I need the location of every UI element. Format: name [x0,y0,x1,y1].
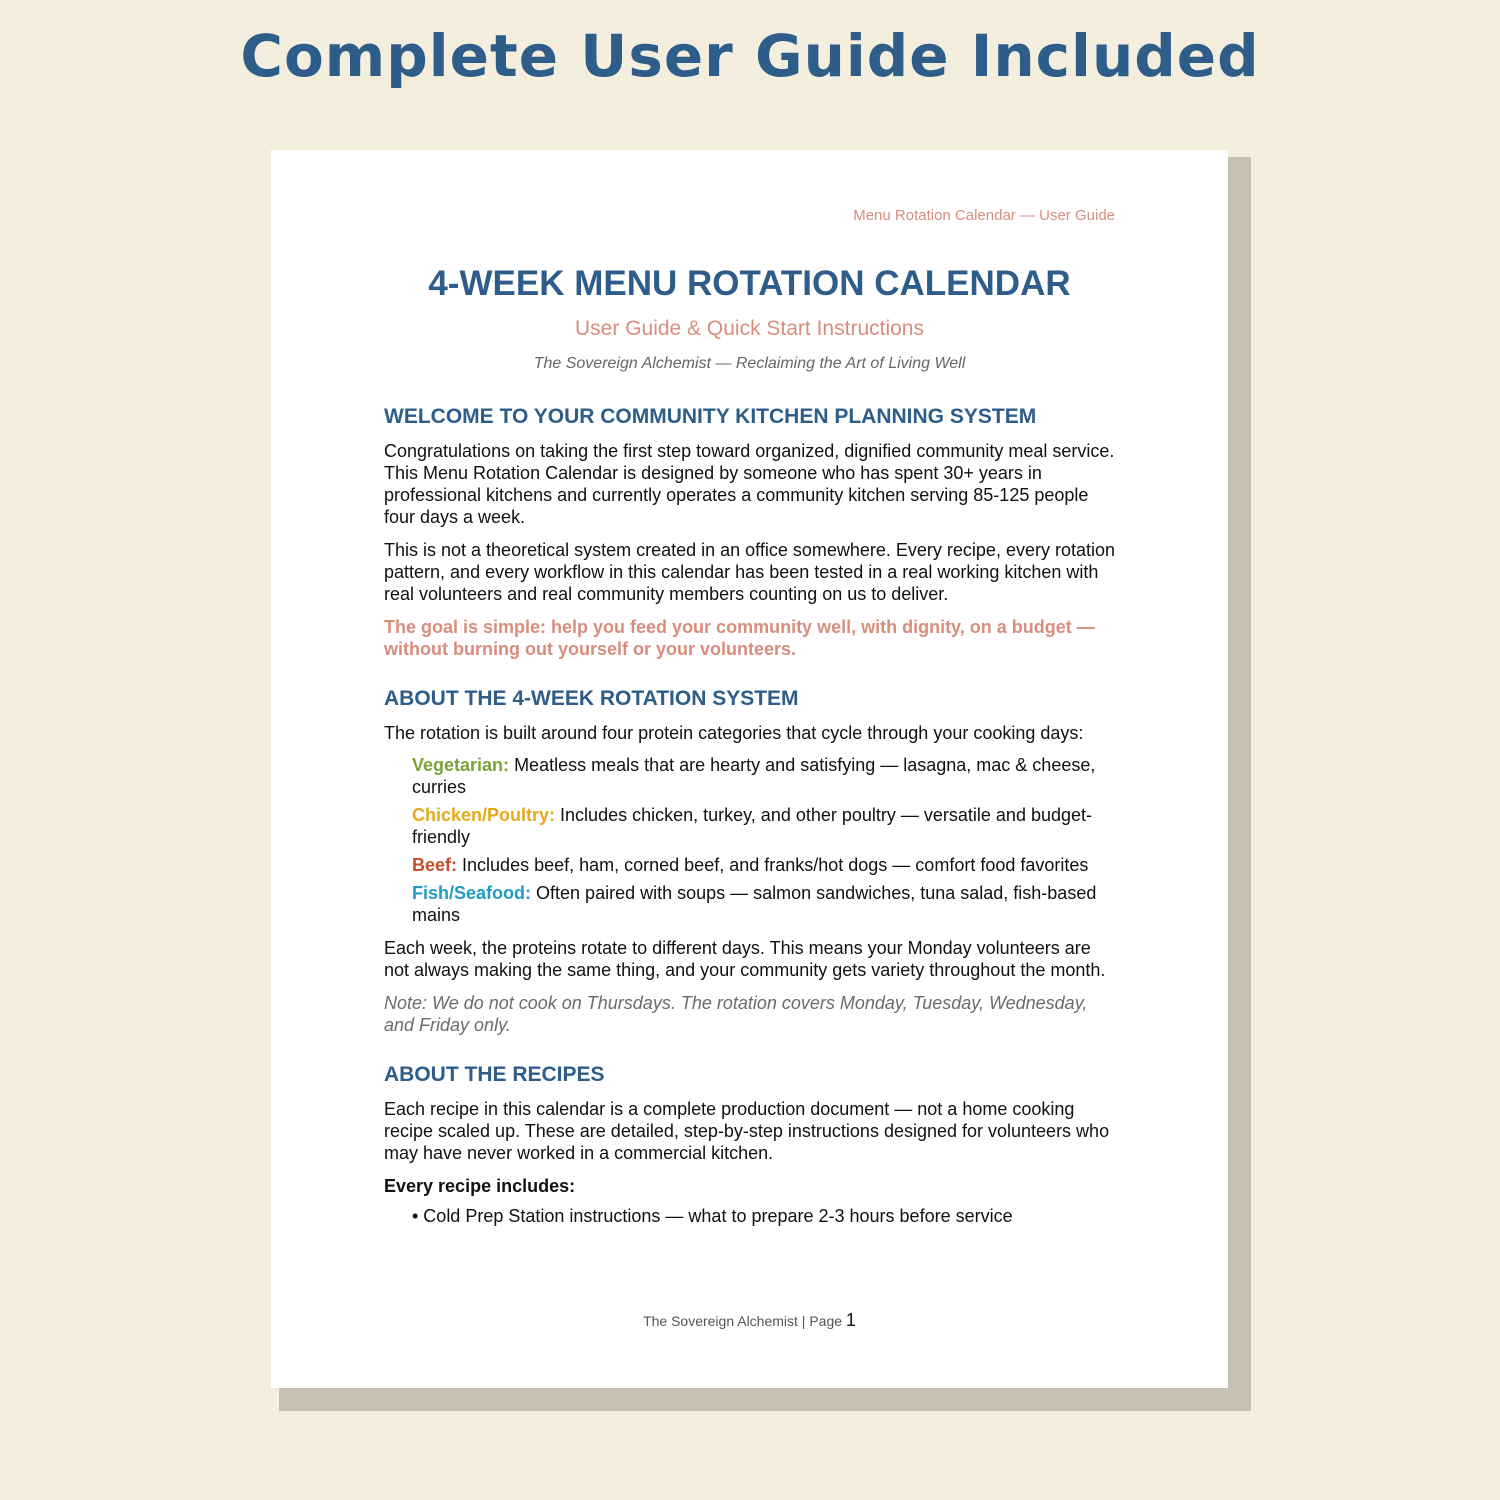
rotation-heading: ABOUT THE 4-WEEK ROTATION SYSTEM [384,687,799,710]
category-name-vegetarian: Vegetarian: [412,755,510,775]
document-page [271,150,1228,1388]
recipe-includes-list [412,1205,1115,1227]
list-item: • Cold Prep Station instructions — what to prepare 2-3 hours before service [412,1206,1013,1226]
recipe-includes-label: Every recipe includes: [384,1176,576,1196]
document-title: 4-WEEK MENU ROTATION CALENDAR [428,264,1071,303]
protein-category-list [412,754,1115,926]
category-item [412,854,1115,876]
category-item [412,882,1115,926]
rotation-intro: The rotation is built around four protein categories that cycle through your cooking days: [384,723,1084,743]
category-item [412,804,1115,848]
document-subtitle: User Guide & Quick Start Instructions [575,317,924,340]
banner-title: Complete User Guide Included [240,22,1260,90]
goal-statement: The goal is simple: help you feed your community well, with dignity, on a budget — without burning out yourself or your volunteers. [384,617,1095,659]
rotation-paragraph: Each week, the proteins rotate to different days. This means your Monday volunteers are not always making the same thing, and your community gets variety throughout the month. [384,938,1106,980]
page-footer [271,1310,1228,1331]
welcome-heading: WELCOME TO YOUR COMMUNITY KITCHEN PLANNING SYSTEM [384,405,1037,428]
recipes-heading: ABOUT THE RECIPES [384,1063,605,1086]
page-content [384,262,1115,1227]
category-name-seafood: Fish/Seafood: [412,883,532,903]
page-number: 1 [845,1310,856,1330]
document-tagline: The Sovereign Alchemist — Reclaiming the Art of Living Well [533,355,966,372]
welcome-paragraph-2: This is not a theoretical system created in an office somewhere. Every recipe, every rotation pattern, and every workflow in this calendar has been tested in a real working kitchen with real volunteers and real community members counting on us to deliver. [384,540,1116,604]
running-header: Menu Rotation Calendar — User Guide [853,207,1115,224]
welcome-paragraph-1: Congratulations on taking the first step toward organized, dignified community meal service. This Menu Rotation Calendar is designed by someone who has spent 30+ years in professional kitchens and currently operates a community kitchen serving 85-125 people four days a week. [384,441,1115,527]
thursday-note: Note: We do not cook on Thursdays. The rotation covers Monday, Tuesday, Wednesday, and Friday only. [384,993,1088,1035]
recipes-paragraph: Each recipe in this calendar is a complete production document — not a home cooking recipe scaled up. These are detailed, step-by-step instructions designed for volunteers who may have never worked in a commercial kitchen. [384,1099,1110,1163]
category-description: Includes chicken, turkey, and other poultry — versatile and budget-friendly [412,805,1093,847]
category-description: Meatless meals that are hearty and satisfying — lasagna, mac & cheese, curries [412,755,1096,797]
category-name-beef: Beef: [412,855,458,875]
footer-text: The Sovereign Alchemist | Page [643,1313,843,1329]
category-description: Often paired with soups — salmon sandwiches, tuna salad, fish-based mains [412,883,1097,925]
category-description: Includes beef, ham, corned beef, and franks/hot dogs — comfort food favorites [462,855,1089,875]
category-item [412,754,1115,798]
category-name-poultry: Chicken/Poultry: [412,805,556,825]
